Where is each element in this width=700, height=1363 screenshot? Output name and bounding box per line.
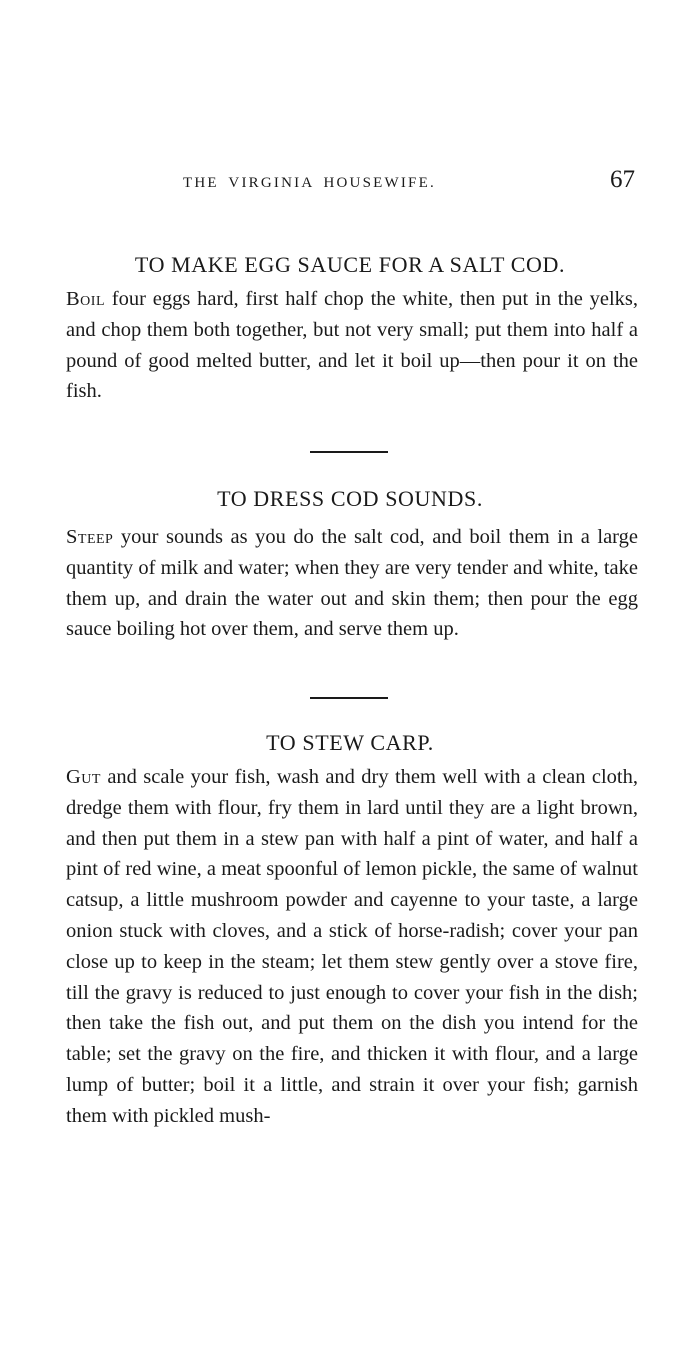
recipe-title-stew-carp: TO STEW CARP. — [266, 730, 434, 755]
recipe-title-egg-sauce: TO MAKE EGG SAUCE FOR A SALT COD. — [134, 252, 566, 277]
recipe-lead-word: Steep — [66, 526, 114, 548]
recipe-title-cod-sounds: TO DRESS COD SOUNDS. — [217, 486, 483, 511]
section-divider — [310, 697, 388, 699]
recipe-body-stew-carp — [66, 762, 638, 1132]
recipe-lead-word: Gut — [66, 766, 101, 788]
running-head: THE VIRGINIA HOUSEWIFE. — [183, 175, 436, 191]
recipe-body-cod-sounds — [66, 522, 638, 645]
page-number: 67 — [610, 166, 635, 193]
recipe-text: and scale your fish, wash and dry them well with a clean cloth, dredge them with flour, fry them in lard until they are a light brown, and then put them in a stew pan with half a pint of water, and half a pint of red wine, a meat spoonful of lemon pickle, the same of walnut catsup, a little mushroom powder and cayenne to your taste, a large onion stuck with cloves, and a stick of horse-radish; cover your pan close up to keep in the steam; let them stew gently over a stove fire, till the gravy is reduced to just enough to cover your fish in the dish; then take the fish out, and put them on the dish you intend for the table; set the gravy on the fire, and thicken it with flour, and a large lump of butter; boil it a little, and strain it over your fish; garnish them with pickled mush- — [66, 766, 638, 1127]
recipe-text: your sounds as you do the salt cod, and boil them in a large quantity of milk and water; when they are very tender and white, take them up, and drain the water out and skin them; then pour the egg sauce boiling hot over them, and serve them up. — [66, 526, 638, 641]
recipe-text: four eggs hard, first half chop the white, then put in the yelks, and chop them both together, but not very small; put them into half a pound of good melted butter, and let it boil up—then pour it on the fish. — [66, 288, 638, 403]
recipe-lead-word: Boil — [66, 288, 105, 310]
recipe-body-egg-sauce — [66, 284, 638, 407]
section-divider — [310, 451, 388, 453]
